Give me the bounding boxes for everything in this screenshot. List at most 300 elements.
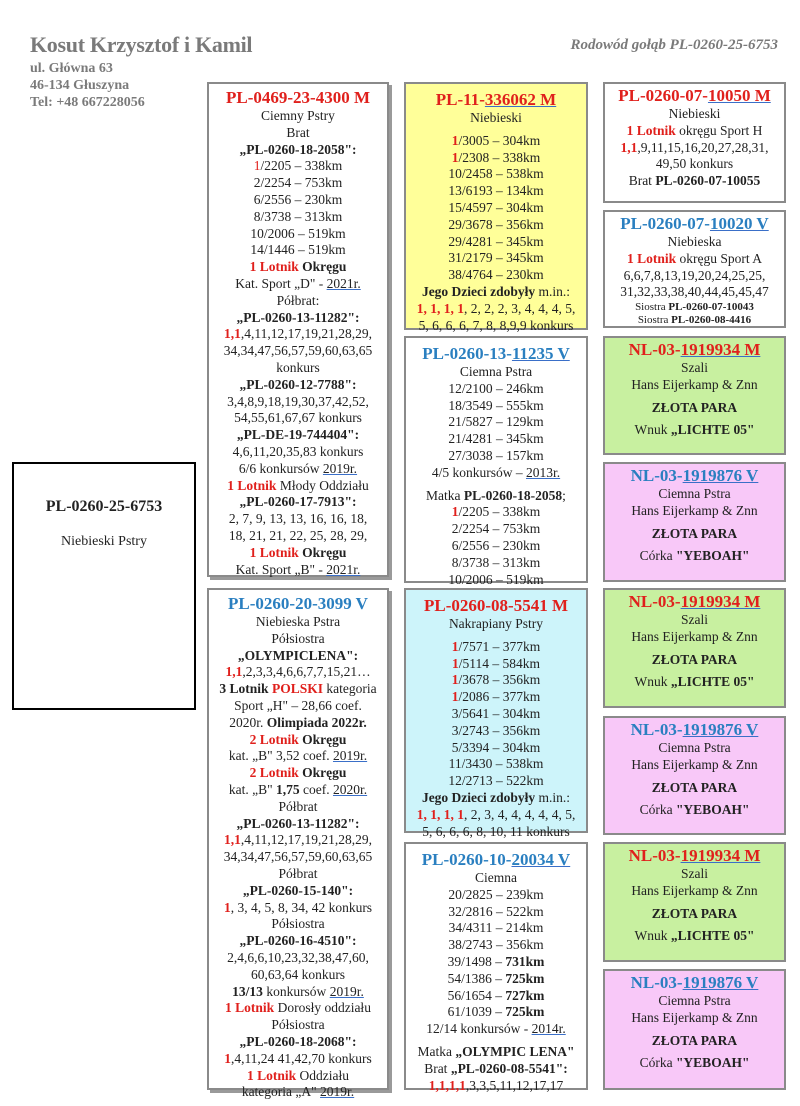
info-line [406,234,586,251]
info-text: 1,1 [224,832,241,848]
ring-number-part: NL-03- [628,592,681,611]
ring-number-part: 1919934 M [680,592,761,611]
info-text: 15/4597 – 304km [448,199,544,215]
info-text: Kat. Sport „B" - [235,561,327,577]
info-text: ,4,11,24 41,42,70 konkurs [230,1050,372,1066]
info-line [209,410,387,427]
info-text: 1 [451,504,459,520]
info-line [406,521,586,538]
info-text: 2 Lotnik [249,731,299,747]
subject-pigeon-box [12,462,196,710]
pigeon-box-ggm-4 [603,969,786,1090]
info-text: 18/3549 – 555km [448,397,544,413]
pigeon-box-ggm-3 [603,716,786,835]
info-text: „PL-0260-17-7913": [239,494,357,510]
info-line [209,192,387,209]
info-text: /2086 – 377km [458,689,541,705]
info-line [209,158,387,175]
info-text: 12/14 konkursów - [426,1021,532,1037]
ring-number-part: 11235 V [511,344,570,363]
info-text: 6/6 konkursów [238,460,323,476]
ring-number-part: PL-0260-08-5541 M [423,596,568,615]
info-text: 3 Lotnik [219,681,272,697]
info-line [605,993,784,1010]
info-text: „PL-0260-18-2068": [239,1033,357,1049]
info-line [406,572,586,589]
info-text: 21/4281 – 345km [448,431,544,447]
info-line [209,360,387,377]
info-text: Siostra [637,314,672,327]
info-line [209,950,387,967]
info-text: 38/2743 – 356km [448,937,544,953]
info-text: Szali [681,866,708,881]
pigeon-box-ggm-1 [603,210,786,328]
info-line [209,916,387,933]
info-text: Hans Eijerkamp & Znn [631,376,758,392]
info-text: 1,1 [224,326,241,342]
info-text: 1,75 [276,781,300,797]
info-text: 13/13 [232,983,263,999]
breeder-name: Kosut Krzysztof i Kamil [30,32,253,57]
info-text: ZŁOTA PARA [651,399,738,415]
info-line [209,816,387,833]
info-text: 1,1 [225,664,243,680]
info-text: Okręgu [298,765,347,781]
info-text: 1 [253,158,261,174]
info-line [406,723,586,740]
info-line [406,937,586,954]
info-line [605,503,784,520]
info-text: /2308 – 338km [458,149,541,165]
info-text: „PL-0260-12-7788": [239,376,357,392]
info-line [209,293,387,310]
info-line [406,301,586,318]
ring-number [406,344,586,364]
info-line [406,1021,586,1038]
info-text: ,4,11,12,17,19,21,28,29, [240,326,372,342]
pigeon-box-ggf-1 [603,82,786,203]
info-line [209,545,387,562]
info-line [406,110,586,127]
info-line [209,461,387,478]
info-text: Półsiostra [271,630,325,646]
breeder-address [30,60,145,111]
info-text: kategoria „A" [241,1084,321,1100]
info-text: 2021r. [326,561,361,577]
info-text: Ciemna [475,870,517,885]
info-line [605,360,784,377]
info-text: 5, 6, 6, 6, 8, 10, 11 konkurs [422,823,570,839]
info-text: Półbrat: [276,292,320,308]
info-line [209,562,387,579]
info-text: 725km [505,1004,545,1020]
info-text: „LICHTE 05" [670,422,755,438]
info-text: 1 Lotnik [249,259,299,275]
info-text: okręgu Sport H [675,122,763,138]
info-line [406,904,586,921]
info-text: ZŁOTA PARA [651,525,738,541]
info-line [605,314,784,327]
info-text: Szali [681,612,708,627]
info-text: „PL-0260-15-140": [242,882,354,898]
info-text: Okręgu [298,731,347,747]
info-text: 56/1654 – [447,987,506,1003]
info-line [209,478,387,495]
info-text: „PL-0260-18-2058": [239,141,357,157]
info-line [605,301,784,314]
ring-number-part: PL-0260-10- [421,850,512,869]
info-text: kat. „B" [228,781,276,797]
info-text: "YEBOAH" [675,1055,750,1071]
info-line [605,106,784,123]
info-text: 2/2254 – 753km [451,521,541,537]
info-line [209,276,387,293]
ring-number [406,850,586,870]
info-text: Nakrapiany Pstry [448,616,544,631]
info-text: Ciemna Pstra [658,740,731,755]
info-line [406,284,586,301]
info-line [209,326,387,343]
info-line [605,284,784,301]
info-text: Wnuk [634,422,671,438]
info-line [406,465,586,482]
info-line [209,732,387,749]
info-text: 20/2825 – 239km [448,886,544,902]
info-line [406,364,586,381]
info-text: konkursów [262,983,330,999]
info-line [209,1017,387,1034]
info-text: 1,1,1,1 [428,1077,466,1093]
info-line [406,971,586,988]
info-line [605,140,784,157]
info-text: Ciemna Pstra [459,364,533,379]
info-line [209,1068,387,1085]
ring-number [406,90,586,110]
info-line [406,920,586,937]
pigeon-box-mother [207,588,389,1100]
ring-number-part: PL-0469-23-4300 M [225,88,370,107]
info-text: Córka [639,1055,676,1071]
info-line [406,133,586,150]
info-text: 2, 7, 9, 13, 13, 16, 16, 18, [228,511,368,527]
info-text: Brat [628,173,656,189]
info-text: 14/1446 – 519km [250,242,346,258]
info-text: coef. [299,781,333,797]
info-line [605,612,784,629]
pigeon-box-gm-maternal [404,842,588,1093]
info-text: 725km [505,970,545,986]
info-line [209,427,387,444]
info-text: 3/5641 – 304km [451,705,541,721]
info-text: 1 [451,689,459,705]
info-line [605,866,784,883]
info-text: Hans Eijerkamp & Znn [631,756,758,772]
info-text: „LICHTE 05" [670,674,755,690]
info-text: „LICHTE 05" [670,928,755,944]
info-text: 60,63,64 konkurs [250,966,346,982]
info-text: 12/2713 – 522km [448,773,544,789]
info-text: Dorosły oddziału [274,1000,371,1016]
info-text: 38/4764 – 230km [448,267,544,283]
info-line [406,250,586,267]
info-line [406,267,586,284]
info-text: Kat. Sport „D" - [235,275,327,291]
info-text: 29/4281 – 345km [448,233,544,249]
info-text: „PL-0260-16-4510": [239,933,357,949]
info-text: 1 [451,132,459,148]
info-text: 10/2458 – 538km [448,166,544,182]
info-text: PL-0260-07-10055 [655,173,761,189]
info-text: 2020r. [332,781,368,797]
ring-number-part: 1919934 M [680,846,761,865]
ring-number-part: PL-0260-20-3099 V [228,594,368,613]
info-line [406,706,586,723]
info-text: 6/2556 – 230km [253,191,343,207]
ring-number-part: 1919876 V [682,466,759,485]
subject-color: Niebieski Pstry [61,534,147,549]
ring-number [605,86,784,106]
info-text: 5/3394 – 304km [451,739,541,755]
info-text: 54/1386 – [447,970,506,986]
info-text: Półsiostra [271,916,325,932]
info-line [406,689,586,706]
info-text: Siostra [635,301,669,314]
info-text: 31,32,33,38,40,44,45,45,47 [620,284,769,300]
info-line [209,259,387,276]
pigeon-box-ggf-3 [603,588,786,708]
info-text: 1 [451,149,459,165]
info-text: ,9,11,15,16,20,27,28,31, [637,139,769,155]
subject-ring-number: PL-0260-25-6753 [45,498,163,515]
info-line [406,381,586,398]
info-text: 49,50 konkurs [655,156,734,172]
info-line [605,400,784,417]
info-line [406,790,586,807]
info-text: 1 [223,899,231,915]
info-line [605,802,784,819]
info-text: 12/2100 – 246km [448,380,544,396]
info-line [605,422,784,439]
info-line [406,954,586,971]
info-line [209,1051,387,1068]
info-text: ; [562,487,566,503]
info-line [209,444,387,461]
info-line [406,1061,586,1078]
info-line [209,125,387,142]
info-text: 3,52 [276,748,300,764]
info-line [406,656,586,673]
info-text: 5, 6, 6, 6, 7, 8, 8,9,9 konkurs [418,317,574,333]
info-line [406,887,586,904]
info-text: ZŁOTA PARA [651,651,738,667]
info-text: 31/2179 – 345km [448,250,544,266]
info-line [605,486,784,503]
info-text: 1 Lotnik [249,544,299,560]
info-text: 1 [451,638,459,654]
info-line [209,900,387,917]
info-line [209,631,387,648]
info-text: Wnuk [634,928,671,944]
info-text: 2019r. [322,460,358,476]
info-text: konkurs [276,359,320,375]
info-text: , 2, 2, 2, 3, 4, 4, 4, 5, [463,300,576,316]
ring-number-part: PL-0260-13- [422,344,512,363]
info-text: 54,55,61,67,67 konkurs [234,410,362,426]
info-text: ,4,11,12,17,19,21,28,29, [240,832,372,848]
info-line [209,394,387,411]
info-text: Hans Eijerkamp & Znn [631,882,758,898]
pigeon-box-gm-paternal [404,336,588,587]
pigeon-box-ggm-2 [603,462,786,582]
info-text: 11/3430 – 538km [448,756,544,772]
info-text: 34/4311 – 214km [448,920,544,936]
info-line [209,765,387,782]
info-text: 34,34,47,56,57,59,60,63,65 [223,849,373,865]
ring-number-part: 1919876 V [682,973,759,992]
info-text: Jego Dzieci zdobyły [421,789,536,805]
info-text: 727km [505,987,545,1003]
info-line [209,343,387,360]
info-text: 731km [505,953,545,969]
ring-number [605,973,784,993]
info-line [209,748,387,765]
ring-number-part: 20034 V [511,850,571,869]
info-line [209,226,387,243]
info-text: 1, 1, 1, 1 [416,300,464,316]
info-line [406,538,586,555]
info-line [209,1034,387,1051]
info-line [406,555,586,572]
info-line [406,824,586,841]
ring-number-part: 1919934 M [680,340,761,359]
info-line [406,988,586,1005]
info-line [605,268,784,285]
ring-number [209,88,387,108]
ring-number-part: 10050 M [707,86,771,105]
info-text: Niebieski [668,106,721,121]
info-text: /2205 – 338km [458,504,541,520]
info-text: Okręgu [298,259,347,275]
info-line [406,1044,586,1061]
info-text: PL-0260-07-10043 [668,301,754,314]
ring-number-part: NL-03- [630,720,683,739]
info-line [209,967,387,984]
address-phone: Tel: +48 667228056 [30,95,145,110]
info-text: m.in.: [535,789,571,805]
info-text: 61/1039 – [447,1004,506,1020]
info-text: „OLYMPIC LENA" [455,1043,575,1059]
ring-number [605,846,784,866]
address-city: 46-134 Głuszyna [30,78,130,93]
ring-number [605,340,784,360]
info-line [605,780,784,797]
info-line [406,1078,586,1095]
info-line [209,681,387,698]
info-text: 39/1498 – [447,953,506,969]
info-text: 3/2743 – 356km [451,722,541,738]
info-text: Brat [424,1060,451,1076]
info-line [605,674,784,691]
info-line [605,156,784,173]
info-line [406,616,586,633]
info-text: 1,1 [620,139,638,155]
info-text: /3678 – 356km [458,672,541,688]
info-line [605,548,784,565]
pigeon-box-ggf-2 [603,336,786,455]
info-line [209,849,387,866]
info-line [406,414,586,431]
info-text: kat. „B" [228,748,276,764]
info-text: 1, 1, 1, 1 [416,806,464,822]
info-line [406,166,586,183]
info-text: Córka [639,802,676,818]
info-line [209,883,387,900]
info-text: "YEBOAH" [675,802,750,818]
info-text: 21/5827 – 129km [448,414,544,430]
info-text: 32/2816 – 522km [448,903,544,919]
info-line [605,234,784,251]
info-line [605,526,784,543]
info-line [406,150,586,167]
info-text: Jego Dzieci zdobyły [421,283,536,299]
info-line [209,799,387,816]
info-text: 18, 21, 21, 22, 25, 28, 29, [228,527,368,543]
info-line [605,377,784,394]
info-text: 2/2254 – 753km [253,175,343,191]
info-line [209,832,387,849]
info-line [406,672,586,689]
info-text: Córka [639,548,676,564]
info-line [406,504,586,521]
info-line [209,511,387,528]
info-text: ZŁOTA PARA [651,1032,738,1048]
pigeon-box-ggf-4 [603,842,786,962]
info-line [209,664,387,681]
info-text: 1 Lotnik [626,122,676,138]
info-line [209,1084,387,1101]
info-line [209,528,387,545]
info-text: Ciemny Pstry [261,108,335,123]
info-text: Niebieska Pstra [255,614,341,629]
info-text: 13/6193 – 134km [448,183,544,199]
info-line [605,740,784,757]
info-text: 1 Lotnik [227,477,277,493]
info-line [605,883,784,900]
info-text: 29/3678 – 356km [448,216,544,232]
info-text: Matka [426,487,464,503]
info-text: okręgu Sport A [676,250,763,266]
info-line [209,648,387,665]
info-line [406,398,586,415]
info-text: POLSKI [271,681,323,697]
info-text: 1 Lotnik [246,1067,297,1083]
info-text: Hans Eijerkamp & Znn [631,502,758,518]
ring-number-part: 10020 V [709,214,769,233]
info-text: „PL-0260-13-11282": [236,309,360,325]
info-line [406,431,586,448]
info-text: „PL-DE-19-744404": [236,427,360,443]
ring-number-part: NL-03- [630,466,683,485]
info-text: 2,4,6,6,10,23,32,38,47,60, [227,949,369,965]
info-text: 3,4,8,9,18,19,30,37,42,52, [227,393,369,409]
info-text: 1 Lotnik [626,250,677,266]
info-line [406,740,586,757]
info-line [406,488,586,505]
info-text: ZŁOTA PARA [651,779,738,795]
info-line [209,377,387,394]
info-line [209,698,387,715]
info-line [209,782,387,799]
